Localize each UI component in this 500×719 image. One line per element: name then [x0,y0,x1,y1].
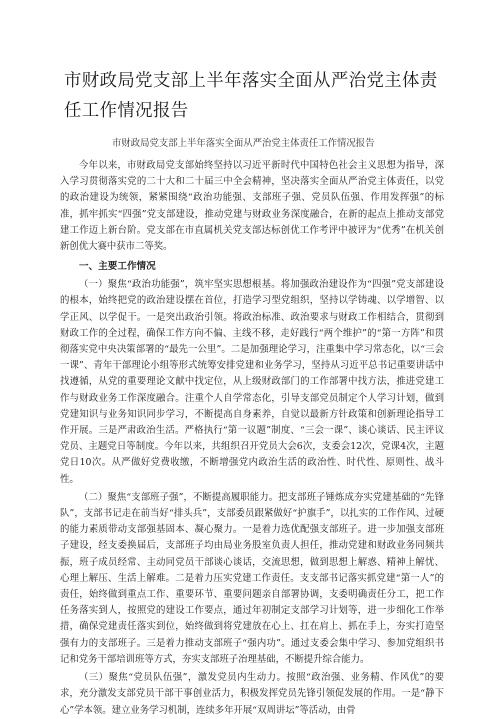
body-paragraph-3: （三）聚焦“党员队伍强”，激发党员内生动力。按照“政治强、业务精、作风优”的要求，充分激发支部党员干部干事创业活力，积极发挥党员先锋引领促发展的作用。一是“静下心”学本领。建立业务学习机制，连续多年开展“双周讲坛”等活动，由骨 [60,672,444,716]
document-subtitle: 市财政局党支部上半年落实全面从严治党主体责任工作情况报告 [112,138,375,149]
document-body [60,158,444,719]
document-title: 市财政局党支部上半年落实全面从严治党主体责任工作情况报告 [64,71,438,121]
intro-paragraph: 今年以来，市财政局党支部始终坚持以习近平新时代中国特色社会主义思想为指导，深入学习贯彻落实党的二十大和二十届三中全会精神，坚决落实全面从严治党主体责任，以党的政治建设为统领，紧紧围绕“政治功能强、支部班子强、党员队伍强、作用发挥强”的标准，抓牢抓实“四强”党支部建设，推动党建与财政业务深度融合，在新的起点上推动支部党建工作迈上新台阶。党支部在市直属机关党支部达标创优工作考评中被评为“优秀”在机关创新创优大赛中获市二等奖。 [60,160,444,253]
section-heading: 一、主要工作情况 [79,261,156,273]
body-paragraph-1: （一）聚焦“政治功能强”，筑牢坚实思想根基。将加强政治建设作为“四强”党支部建设的根本，始终把党的政治建设摆在首位，打造学习型党组织，坚持以学铸魂、以学增智、以学正风、以学促干。一是突出政治引领。将政治标准、政治要求与财政工作相结合，贯彻到财政工作的全过程，确保工作方向不偏、主线不移，走好践行“两个维护”的“第一方阵”和贯彻落实党中央决策部署的“最先一公里”。二是加强理论学习，注重集中学习常态化，以“三会一课”、青年干部理论小组等形式统筹安排党建和业务学习，坚持从习近平总书记重要讲话中找遵循，从党的重要理论文献中找定位，从上级财政部门的工作部署中找方法，推进党建工作与财政业务工作深度融合。注重个人自学常态化，引导支部党员制定个人学习计划，做到党建知识与业务知识同步学习，不断提高自身素养，自觉以最新方针政策和创新理论指导工作开展。三是严肃政治生活。严格执行“第一议题”制度、“三会一课”、谈心谈话、民主评议党员、主题党日等制度。今年以来，共组织召开党员大会6次，支委会12次，党课4次，主题党日10次。从严做好党费收缴，不断增强党内政治生活的政治性、时代性、原则性、战斗性。 [60,279,444,485]
body-paragraph-2: （二）聚焦“支部班子强”，不断提高履职能力。把支部班子锤炼成夯实党建基础的“先锋队”，支部书记走在前当好“排头兵”，支部委员跟紧做好“护旗手”，以扎实的工作作风、过硬的能力素质带动支部强基固本、凝心聚力。一是着力选优配强支部班子。进一步加强支部班子建设，经支委换届后，支部班子均由局业务股室负责人担任，推动党建和财政业务同频共振，班子成员经常、主动同党员干部谈心谈话，交流思想，做到思想上解惑、精神上解忧、心理上解压、生活上解难。二是着力压实党建工作责任。支支部书记落实抓党建“第一人”的责任，始终做到重点工作、重要环节、重要问题亲自部署协调，支委明确责任分工，把工作任务落实到人，按照党的建设工作要点，通过年初制定支部学习计划等，进一步细化工作举措，确保党建责任落实到位，始终做到将党建放在心上、扛在肩上、抓在手上，夯实打造坚强有力的支部班子。三是着力推动支部班子“强内功”。通过支委会集中学习、参加党组织书记和党务干部培训班等方式，夯实支部班子治理基础，不断提升综合能力。 [60,491,444,665]
